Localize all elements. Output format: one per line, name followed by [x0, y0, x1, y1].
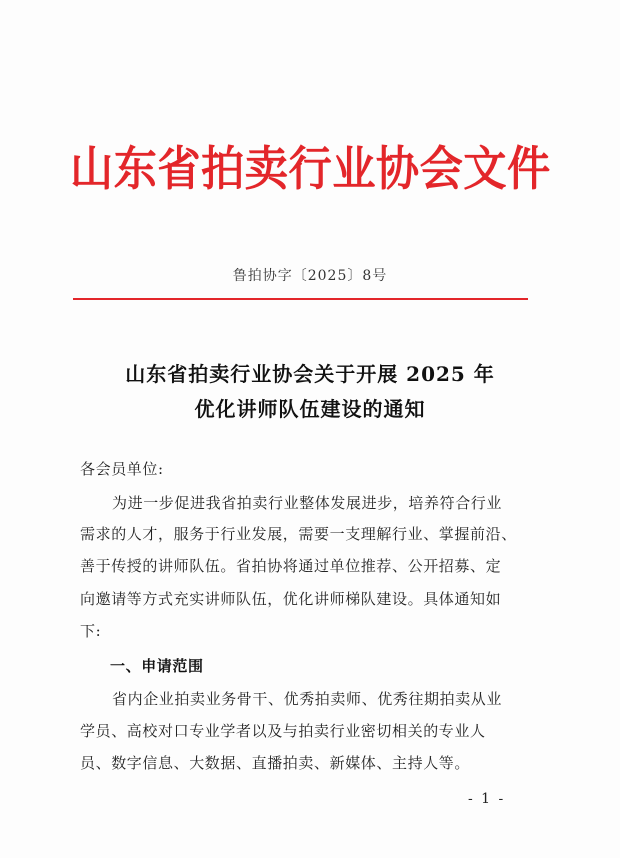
paragraph-1-line-4: 向邀请等方式充实讲师队伍，优化讲师梯队建设。具体通知如: [80, 590, 502, 608]
document-number: 鲁拍协字〔2025〕8号: [232, 268, 388, 284]
paragraph-1-line-2: 需求的人才，服务于行业发展，需要一支理解行业、掌握前沿、: [80, 525, 517, 543]
page-number: - 1 -: [468, 791, 506, 807]
red-divider-line: [73, 298, 528, 300]
salutation: 各会员单位:: [80, 460, 164, 478]
paragraph-1-line-3: 善于传授的讲师队伍。省拍协将通过单位推荐、公开招募、定: [80, 557, 502, 575]
notice-title-line-2: 优化讲师队伍建设的通知: [194, 397, 426, 421]
section-1-line-2: 学员、高校对口专业学者以及与拍卖行业密切相关的专业人: [80, 722, 486, 740]
document-header-title: 山东省拍卖行业协会文件: [70, 142, 551, 197]
section-1-line-1: 省内企业拍卖业务骨干、优秀拍卖师、优秀往期拍卖从业: [112, 690, 503, 708]
paragraph-1-line-1: 为进一步促进我省拍卖行业整体发展进步，培养符合行业: [112, 494, 503, 512]
paragraph-1-line-5: 下:: [80, 622, 102, 640]
section-1-heading: 一、申请范围: [110, 657, 204, 675]
notice-title-line-1: 山东省拍卖行业协会关于开展 2025 年: [125, 362, 495, 386]
section-1-line-3: 员、数字信息、大数据、直播拍卖、新媒体、主持人等。: [80, 754, 471, 772]
